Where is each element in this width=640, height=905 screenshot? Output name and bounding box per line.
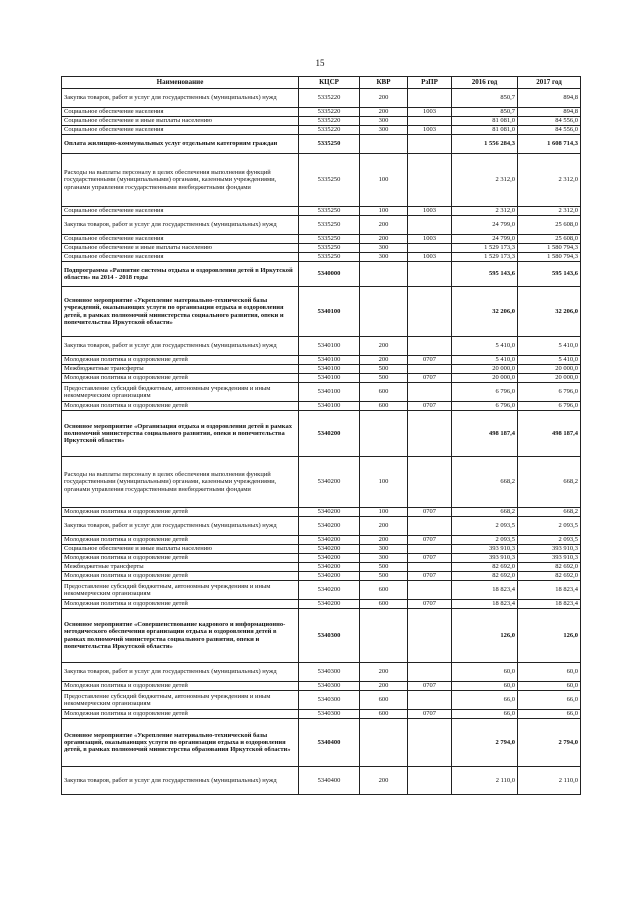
cell-rzpr [408,517,452,536]
cell-2017: 20 000,0 [518,374,581,383]
cell-kcsr: 5340200 [299,457,360,508]
table-row [62,135,581,154]
cell-rzpr [408,287,452,337]
cell-kvr [360,411,408,457]
cell-name: Основное мероприятие «Организация отдыха и оздоровления детей в рамках полномочий министерства социального развития, опеки и попечительства Иркутской области» [62,411,299,457]
table-row [62,216,581,235]
cell-2016: 393 910,3 [452,545,518,554]
cell-kcsr: 5335250 [299,216,360,235]
cell-kvr: 200 [360,682,408,691]
table-row [62,154,581,207]
cell-kvr: 200 [360,235,408,244]
cell-2016: 5 410,0 [452,356,518,365]
column-header-2017: 2017 год [518,77,581,89]
table-row [62,508,581,517]
cell-kcsr: 5335250 [299,253,360,262]
cell-kvr: 500 [360,572,408,581]
page-number: 15 [315,58,325,68]
cell-rzpr: 0707 [408,554,452,563]
cell-kcsr: 5340100 [299,365,360,374]
cell-name: Социальное обеспечение населения [62,207,299,216]
table-row [62,244,581,253]
cell-name: Молодежная политика и оздоровление детей [62,572,299,581]
cell-rzpr: 1003 [408,253,452,262]
cell-name: Молодежная политика и оздоровление детей [62,402,299,411]
table-row [62,287,581,337]
cell-kcsr: 5340200 [299,545,360,554]
table-row [62,719,581,767]
cell-2017: 18 823,4 [518,600,581,609]
table-row [62,600,581,609]
table-row [62,457,581,508]
table-row [62,767,581,795]
cell-rzpr [408,581,452,600]
cell-2017: 84 556,0 [518,117,581,126]
cell-kcsr: 5335250 [299,207,360,216]
cell-kvr: 600 [360,402,408,411]
table-row [62,563,581,572]
cell-kcsr: 5340100 [299,337,360,356]
cell-name: Социальное обеспечение населения [62,253,299,262]
cell-rzpr [408,337,452,356]
cell-kvr: 200 [360,536,408,545]
cell-rzpr [408,457,452,508]
cell-kcsr: 5340000 [299,262,360,287]
cell-2017: 82 692,0 [518,563,581,572]
cell-2017: 894,8 [518,89,581,108]
table-row [62,365,581,374]
cell-kvr: 200 [360,767,408,795]
cell-2017: 25 608,0 [518,235,581,244]
cell-name: Закупка товаров, работ и услуг для государственных (муниципальных) нужд [62,663,299,682]
cell-name: Социальное обеспечение и иные выплаты населению [62,117,299,126]
cell-kvr: 300 [360,253,408,262]
cell-rzpr [408,545,452,554]
cell-rzpr [408,216,452,235]
cell-name: Молодежная политика и оздоровление детей [62,554,299,563]
cell-2016: 18 823,4 [452,600,518,609]
cell-kvr: 300 [360,126,408,135]
cell-kvr [360,609,408,663]
table-row [62,253,581,262]
cell-2017: 66,0 [518,691,581,710]
cell-2017: 1 580 794,3 [518,244,581,253]
cell-kcsr: 5335250 [299,235,360,244]
cell-2016: 81 081,0 [452,117,518,126]
table-row [62,581,581,600]
cell-2016: 6 796,0 [452,383,518,402]
table-row [62,337,581,356]
cell-name: Межбюджетные трансферты [62,365,299,374]
cell-2016: 82 692,0 [452,563,518,572]
cell-2017: 1 608 714,3 [518,135,581,154]
cell-2017: 595 143,6 [518,262,581,287]
cell-2017: 84 556,0 [518,126,581,135]
cell-kvr: 200 [360,89,408,108]
cell-rzpr [408,244,452,253]
cell-2017: 2 794,0 [518,719,581,767]
cell-kcsr: 5340200 [299,600,360,609]
cell-rzpr [408,383,452,402]
cell-name: Закупка товаров, работ и услуг для государственных (муниципальных) нужд [62,89,299,108]
cell-name: Социальное обеспечение населения [62,235,299,244]
cell-2016: 60,0 [452,663,518,682]
column-header-kcsr: КЦСР [299,77,360,89]
cell-name: Основное мероприятие «Совершенствование кадрового и информационно-методического обеспечения организации отдыха и оздоровления детей в рамках полномочий министерства социального развития, опеки и попечительства Иркутской области» [62,609,299,663]
cell-kvr: 200 [360,216,408,235]
cell-name: Основное мероприятие «Укрепление материально-технической базы организаций, оказывающих услуги по организации отдыха и оздоровления детей, в рамках полномочий министерства образования Иркутской области» [62,719,299,767]
cell-rzpr: 1003 [408,126,452,135]
table-row [62,383,581,402]
cell-kvr: 500 [360,365,408,374]
cell-rzpr: 0707 [408,374,452,383]
cell-kcsr: 5335220 [299,89,360,108]
table-row [62,691,581,710]
cell-name: Молодежная политика и оздоровление детей [62,682,299,691]
cell-kvr [360,135,408,154]
cell-name: Расходы на выплаты персоналу в целях обеспечения выполнения функций государственными (муниципальными) органами, казенными учреждениями, органами управления государственными внебюджетными фондами [62,457,299,508]
table-row [62,117,581,126]
cell-2017: 18 823,4 [518,581,581,600]
cell-kvr [360,287,408,337]
cell-rzpr [408,154,452,207]
cell-2017: 82 692,0 [518,572,581,581]
cell-2017: 2 312,0 [518,207,581,216]
cell-kvr [360,262,408,287]
cell-2017: 6 796,0 [518,402,581,411]
cell-kcsr: 5340100 [299,356,360,365]
cell-kcsr: 5340300 [299,682,360,691]
cell-name: Основное мероприятие «Укрепление материально-технической базы учреждений, оказывающих услуги по организации отдыха и оздоровления детей, в рамках полномочий министерства социального развития, опеки и попечительства Иркутской области» [62,287,299,337]
cell-rzpr [408,117,452,126]
cell-kcsr: 5340200 [299,517,360,536]
table-row [62,402,581,411]
cell-rzpr: 0707 [408,536,452,545]
cell-2017: 6 796,0 [518,383,581,402]
column-header-kvr: КВР [360,77,408,89]
cell-2016: 32 206,0 [452,287,518,337]
table-row [62,572,581,581]
cell-2017: 498 187,4 [518,411,581,457]
cell-kcsr: 5340200 [299,572,360,581]
cell-rzpr [408,89,452,108]
cell-2016: 2 794,0 [452,719,518,767]
cell-2016: 2 093,5 [452,517,518,536]
cell-name: Предоставление субсидий бюджетным, автономным учреждениям и иным некоммерческим организациям [62,383,299,402]
cell-kcsr: 5335250 [299,135,360,154]
cell-2017: 66,0 [518,710,581,719]
cell-2016: 66,0 [452,691,518,710]
cell-kcsr: 5340200 [299,554,360,563]
cell-2016: 498 187,4 [452,411,518,457]
cell-2016: 66,0 [452,710,518,719]
cell-kvr: 100 [360,154,408,207]
cell-2016: 2 093,5 [452,536,518,545]
cell-2017: 5 410,0 [518,356,581,365]
cell-2017: 2 093,5 [518,536,581,545]
table-row [62,682,581,691]
cell-kvr: 600 [360,581,408,600]
cell-2016: 24 799,0 [452,216,518,235]
cell-rzpr [408,609,452,663]
cell-2016: 81 081,0 [452,126,518,135]
cell-rzpr [408,365,452,374]
cell-2017: 668,2 [518,508,581,517]
cell-kcsr: 5340400 [299,719,360,767]
cell-name: Молодежная политика и оздоровление детей [62,536,299,545]
cell-2016: 1 529 173,3 [452,244,518,253]
cell-kcsr: 5335220 [299,117,360,126]
cell-kcsr: 5335250 [299,244,360,253]
cell-kcsr: 5340100 [299,287,360,337]
cell-2017: 5 410,0 [518,337,581,356]
cell-kcsr: 5340100 [299,402,360,411]
cell-rzpr: 1003 [408,207,452,216]
cell-rzpr [408,663,452,682]
cell-kvr: 300 [360,554,408,563]
cell-2016: 20 000,0 [452,374,518,383]
cell-2016: 2 110,0 [452,767,518,795]
cell-kcsr: 5340200 [299,411,360,457]
table-row [62,609,581,663]
cell-kcsr: 5335220 [299,108,360,117]
cell-kvr: 600 [360,600,408,609]
cell-2017: 393 910,3 [518,545,581,554]
cell-name: Социальное обеспечение и иные выплаты населению [62,244,299,253]
cell-2017: 2 093,5 [518,517,581,536]
cell-rzpr: 0707 [408,600,452,609]
cell-2016: 60,0 [452,682,518,691]
cell-2017: 20 000,0 [518,365,581,374]
table-row [62,663,581,682]
table-row [62,411,581,457]
cell-kcsr: 5340200 [299,581,360,600]
cell-2017: 393 910,3 [518,554,581,563]
cell-kcsr: 5340100 [299,374,360,383]
cell-name: Молодежная политика и оздоровление детей [62,600,299,609]
cell-name: Оплата жилищно-коммунальных услуг отдельным категориям граждан [62,135,299,154]
column-header-rzpr: РзПР [408,77,452,89]
cell-rzpr: 0707 [408,682,452,691]
table-row [62,108,581,117]
cell-2017: 60,0 [518,682,581,691]
cell-2017: 32 206,0 [518,287,581,337]
cell-kcsr: 5340300 [299,609,360,663]
column-header-name: Наименование [62,77,299,89]
cell-rzpr: 1003 [408,108,452,117]
cell-name: Межбюджетные трансферты [62,563,299,572]
cell-rzpr: 0707 [408,508,452,517]
cell-2017: 25 608,0 [518,216,581,235]
cell-rzpr [408,691,452,710]
cell-kvr: 600 [360,691,408,710]
cell-name: Расходы на выплаты персоналу в целях обеспечения выполнения функций государственными (муниципальными) органами, казенными учреждениями, органами управления государственными внебюджетными фондами [62,154,299,207]
cell-kvr: 100 [360,207,408,216]
cell-rzpr [408,411,452,457]
table-row [62,517,581,536]
cell-kvr [360,719,408,767]
cell-2016: 82 692,0 [452,572,518,581]
cell-2016: 5 410,0 [452,337,518,356]
cell-kcsr: 5335250 [299,154,360,207]
cell-kcsr: 5340200 [299,536,360,545]
cell-2017: 126,0 [518,609,581,663]
cell-kvr: 200 [360,356,408,365]
cell-kcsr: 5340200 [299,563,360,572]
cell-2016: 1 529 173,3 [452,253,518,262]
cell-rzpr [408,262,452,287]
cell-rzpr [408,135,452,154]
cell-name: Молодежная политика и оздоровление детей [62,356,299,365]
cell-kvr: 300 [360,117,408,126]
cell-name: Закупка товаров, работ и услуг для государственных (муниципальных) нужд [62,517,299,536]
cell-rzpr: 0707 [408,402,452,411]
table-row [62,710,581,719]
table-row [62,356,581,365]
cell-name: Молодежная политика и оздоровление детей [62,710,299,719]
table-row [62,554,581,563]
cell-kcsr: 5340300 [299,691,360,710]
cell-2017: 2 110,0 [518,767,581,795]
cell-rzpr [408,719,452,767]
cell-2016: 2 312,0 [452,154,518,207]
cell-2016: 668,2 [452,457,518,508]
table-row [62,545,581,554]
cell-name: Социальное обеспечение и иные выплаты населению [62,545,299,554]
cell-kcsr: 5340300 [299,710,360,719]
cell-name: Закупка товаров, работ и услуг для государственных (муниципальных) нужд [62,767,299,795]
cell-kvr: 600 [360,710,408,719]
cell-kvr: 300 [360,244,408,253]
cell-2016: 668,2 [452,508,518,517]
cell-kvr: 600 [360,383,408,402]
cell-kcsr: 5340400 [299,767,360,795]
cell-rzpr [408,563,452,572]
cell-kcsr: 5335220 [299,126,360,135]
cell-rzpr: 0707 [408,572,452,581]
table-row [62,235,581,244]
table-row [62,262,581,287]
cell-name: Предоставление субсидий бюджетным, автономным учреждениям и иным некоммерческим организациям [62,581,299,600]
cell-2016: 20 000,0 [452,365,518,374]
cell-2016: 2 312,0 [452,207,518,216]
cell-kcsr: 5340200 [299,508,360,517]
table-row [62,374,581,383]
cell-2016: 6 796,0 [452,402,518,411]
budget-table [61,76,581,795]
table-row [62,536,581,545]
cell-2016: 850,7 [452,108,518,117]
cell-kvr: 500 [360,563,408,572]
table-row [62,89,581,108]
cell-kvr: 100 [360,457,408,508]
cell-2017: 2 312,0 [518,154,581,207]
cell-2016: 595 143,6 [452,262,518,287]
cell-kvr: 200 [360,663,408,682]
cell-kvr: 200 [360,517,408,536]
cell-2016: 18 823,4 [452,581,518,600]
cell-kvr: 100 [360,508,408,517]
table-row [62,207,581,216]
cell-2016: 24 799,0 [452,235,518,244]
cell-kvr: 200 [360,337,408,356]
cell-rzpr [408,767,452,795]
cell-kvr: 300 [360,545,408,554]
cell-name: Молодежная политика и оздоровление детей [62,374,299,383]
cell-name: Закупка товаров, работ и услуг для государственных (муниципальных) нужд [62,337,299,356]
cell-kvr: 200 [360,108,408,117]
cell-2016: 850,7 [452,89,518,108]
cell-name: Предоставление субсидий бюджетным, автономным учреждениям и иным некоммерческим организациям [62,691,299,710]
cell-name: Молодежная политика и оздоровление детей [62,508,299,517]
cell-2016: 393 910,3 [452,554,518,563]
cell-name: Закупка товаров, работ и услуг для государственных (муниципальных) нужд [62,216,299,235]
cell-name: Социальное обеспечение населения [62,108,299,117]
cell-2016: 126,0 [452,609,518,663]
cell-rzpr: 1003 [408,235,452,244]
cell-rzpr: 0707 [408,356,452,365]
cell-2017: 668,2 [518,457,581,508]
cell-name: Социальное обеспечение населения [62,126,299,135]
table-header-row [62,77,581,89]
cell-kcsr: 5340100 [299,383,360,402]
column-header-2016: 2016 год [452,77,518,89]
cell-2017: 894,8 [518,108,581,117]
cell-name: Подпрограмма «Развитие системы отдыха и оздоровления детей в Иркутской области» на 2014 - 2018 годы [62,262,299,287]
cell-2017: 1 580 794,3 [518,253,581,262]
cell-rzpr: 0707 [408,710,452,719]
table-row [62,126,581,135]
cell-2016: 1 556 284,3 [452,135,518,154]
cell-2017: 60,0 [518,663,581,682]
cell-kvr: 500 [360,374,408,383]
cell-kcsr: 5340300 [299,663,360,682]
